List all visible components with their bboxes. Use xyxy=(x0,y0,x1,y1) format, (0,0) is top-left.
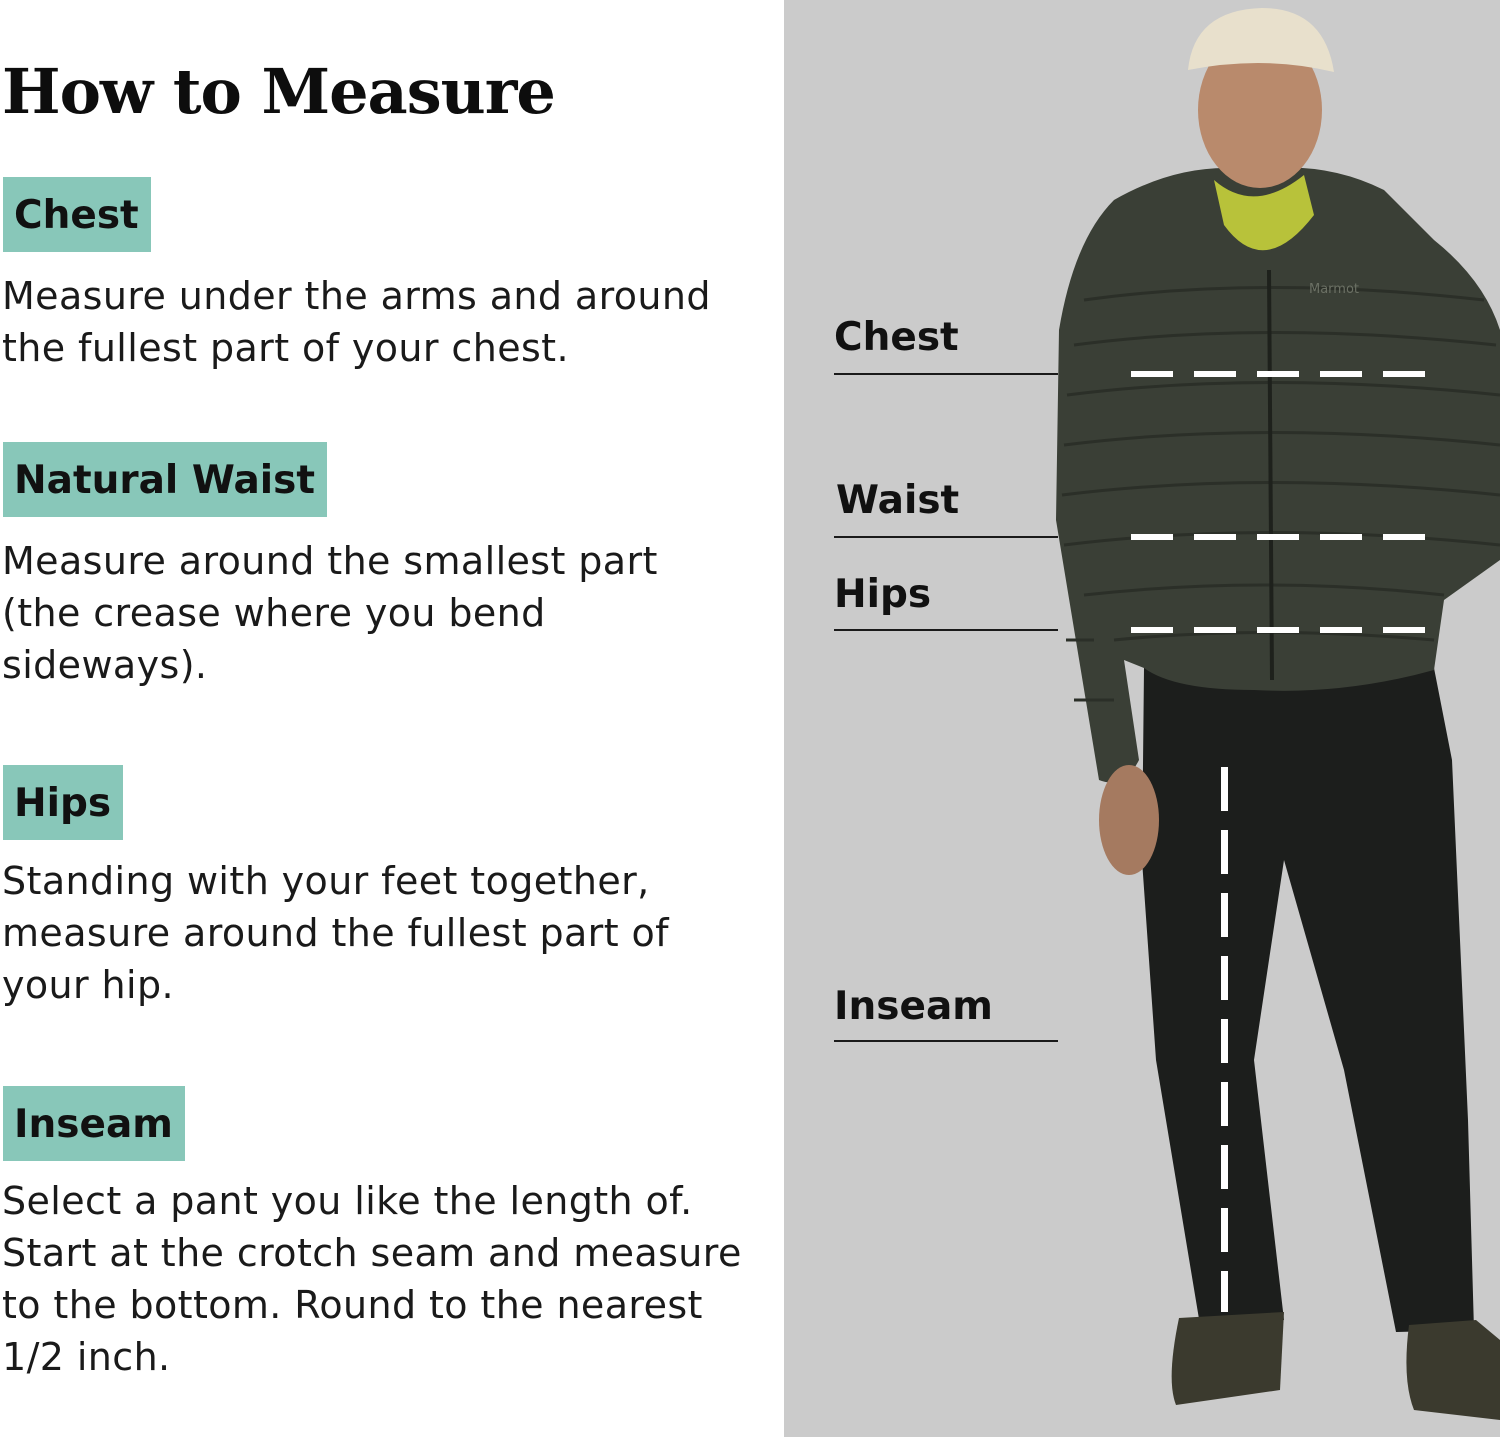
right-shoe-shape xyxy=(1406,1320,1500,1420)
diagram-label-inseam: Inseam xyxy=(834,984,993,1029)
hips-heading: Hips xyxy=(3,765,123,840)
chest-underline xyxy=(834,373,1058,375)
natural-waist-description: Measure around the smallest part (the crease where you bend sideways). xyxy=(2,539,658,687)
chest-dashed-line xyxy=(1131,371,1426,377)
chest-description: Measure under the arms and around the fullest part of your chest. xyxy=(2,274,711,370)
hips-description: Standing with your feet together, measure around the fullest part of your hip. xyxy=(2,859,669,1007)
hips-underline xyxy=(834,629,1058,631)
pants-shape xyxy=(1142,668,1474,1332)
diagram-label-hips: Hips xyxy=(834,572,932,617)
cap-shape xyxy=(1188,8,1334,72)
diagram-label-chest: Chest xyxy=(834,315,959,360)
page-title: How to Measure xyxy=(2,55,555,128)
inseam-heading: Inseam xyxy=(3,1086,185,1161)
model-figure xyxy=(784,0,1500,1437)
inseam-dashed-line xyxy=(1221,767,1228,1312)
waist-dashed-line xyxy=(1131,534,1426,540)
diagram-label-waist: Waist xyxy=(836,478,960,523)
model-diagram xyxy=(784,0,1500,1437)
hand-shape xyxy=(1099,765,1159,875)
natural-waist-heading: Natural Waist xyxy=(3,442,327,517)
jacket-logo: Marmot xyxy=(1309,282,1360,297)
chest-heading: Chest xyxy=(3,177,151,252)
hips-dashed-line xyxy=(1131,627,1426,633)
left-shoe-shape xyxy=(1172,1312,1284,1405)
inseam-underline xyxy=(834,1040,1058,1042)
inseam-description: Select a pant you like the length of. Start at the crotch seam and measure to the bottom. Round to the nearest 1/2 inch. xyxy=(2,1179,742,1379)
waist-underline xyxy=(834,536,1058,538)
